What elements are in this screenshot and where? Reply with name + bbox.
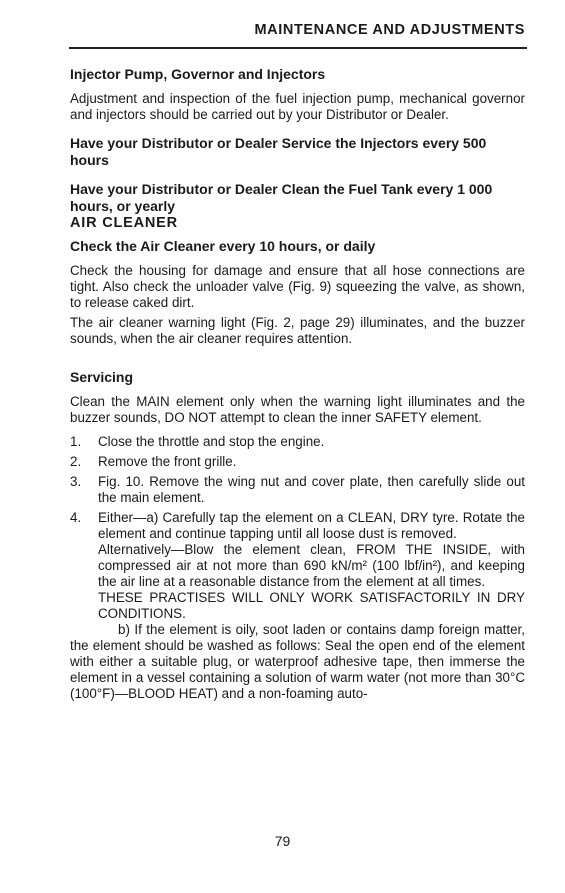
list-item	[70, 454, 525, 470]
air-cleaner-title: AIR CLEANER	[70, 215, 178, 231]
list-item	[70, 510, 525, 622]
header-rule	[69, 47, 527, 49]
servicing-heading: Servicing	[70, 369, 134, 385]
air-cleaner-warning-body: The air cleaner warning light (Fig. 2, page 29) illuminates, and the buzzer sounds, when the air cleaner requires attention.	[70, 315, 525, 346]
step-text: Fig. 10. Remove the wing nut and cover plate, then carefully slide out the main element.	[98, 474, 525, 505]
step-text: Close the throttle and stop the engine.	[98, 434, 325, 449]
option-b-text: b) If the element is oily, soot laden or contains damp foreign matter, the element should be washed as follows: Seal the open end of the element with either a suitable plug, or waterproof adhesive tape, then immerse the element in a vessel containing a solution of warm water (not more than 30°C (100°F)—BLOOD HEAT) and a non-foaming auto-	[70, 622, 525, 701]
step-number: 3.	[70, 474, 82, 489]
air-cleaner-check-heading: Check the Air Cleaner every 10 hours, or daily	[70, 238, 376, 254]
injector-heading: Injector Pump, Governor and Injectors	[70, 66, 326, 82]
page-number: 79	[274, 833, 291, 849]
step-number: 4.	[70, 510, 82, 525]
step-text: Remove the front grille.	[98, 454, 237, 469]
servicing-steps	[70, 434, 525, 622]
fuel-tank-heading: Have your Distributor or Dealer Clean the Fuel Tank every 1 000 hours, or yearly	[70, 181, 493, 214]
step-number: 1.	[70, 434, 82, 449]
injector-body: Adjustment and inspection of the fuel injection pump, mechanical governor and injectors should be carried out by your Distributor or Dealer.	[70, 91, 525, 122]
list-item	[70, 474, 525, 506]
caution-text: THESE PRACTISES WILL ONLY WORK SATISFACTORILY IN DRY CONDITIONS.	[98, 590, 525, 621]
list-item	[70, 434, 525, 450]
servicing-intro: Clean the MAIN element only when the warning light illuminates and the buzzer sounds, DO NOT attempt to clean the inner SAFETY element.	[70, 394, 525, 425]
page-content	[70, 66, 525, 702]
injector-service-heading: Have your Distributor or Dealer Service the Injectors every 500 hours	[70, 135, 487, 168]
air-cleaner-check-body: Check the housing for damage and ensure that all hose connections are tight. Also check the unloader valve (Fig. 9) squeezing the valve, as shown, to release caked dirt.	[70, 263, 525, 310]
alternatively-text: Alternatively—Blow the element clean, FROM THE INSIDE, with compressed air at not more than 690 kN/m² (100 lbf/in²), and keeping the air line at a reasonable distance from the element at all times.	[98, 542, 525, 589]
step-number: 2.	[70, 454, 82, 469]
step-text: Either—a) Carefully tap the element on a CLEAN, DRY tyre. Rotate the element and continue tapping until all loose dust is removed.	[98, 510, 525, 541]
running-head: MAINTENANCE AND ADJUSTMENTS	[254, 22, 525, 38]
